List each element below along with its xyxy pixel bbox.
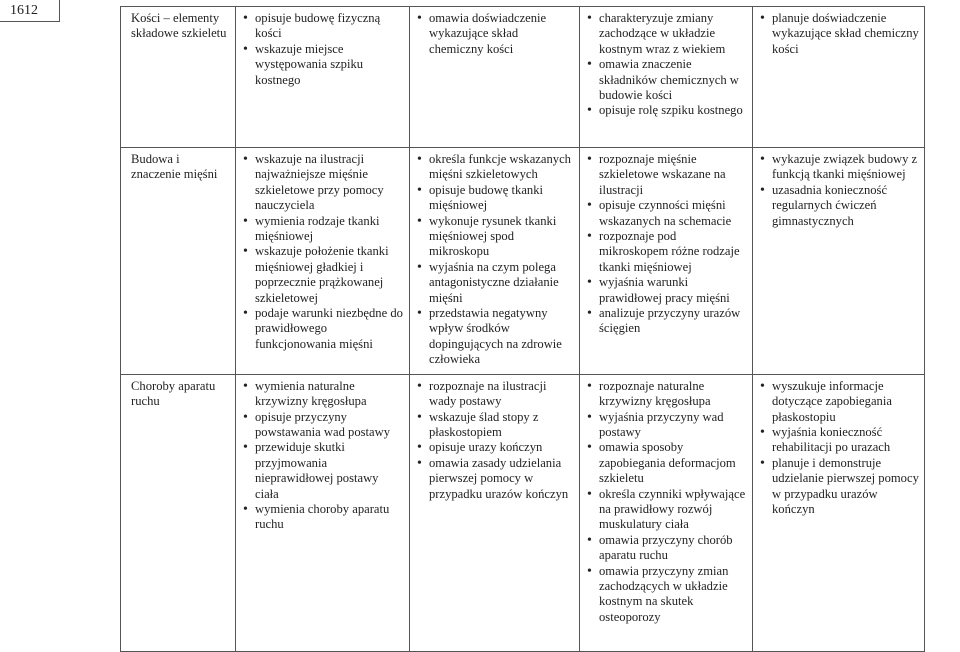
table-row: [121, 7, 958, 148]
list-item: • omawia przyczyny zmian zachodzących w układzie kostnym na skutek osteoporozy: [586, 564, 747, 626]
requirements-cell: [580, 7, 753, 148]
list-item: • opisuje budowę fizyczną kości: [242, 11, 404, 42]
requirements-cell: [410, 7, 580, 148]
list-item: • wyjaśnia konieczność rehabilitacji po urazach: [759, 425, 919, 456]
list-item: • wskazuje miejsce występowania szpiku kostnego: [242, 42, 404, 88]
topic-cell: Budowa i znaczenie mięśni: [121, 148, 236, 375]
list-item: • omawia sposoby zapobiegania deformacjom szkieletu: [586, 440, 747, 486]
list-item: • określa czynniki wpływające na prawidłowy rozwój muskulatury ciała: [586, 487, 747, 533]
list-item: • opisuje budowę tkanki mięśniowej: [416, 183, 574, 214]
requirements-list: [586, 152, 747, 337]
requirements-list: [242, 152, 404, 352]
list-item: • określa funkcje wskazanych mięśni szkieletowych: [416, 152, 574, 183]
list-item: • planuje doświadczenie wykazujące skład chemiczny kości: [759, 11, 919, 57]
list-item: • rozpoznaje pod mikroskopem różne rodzaje tkanki mięśniowej: [586, 229, 747, 275]
list-item: • wyszukuje informacje dotyczące zapobiegania płaskostopiu: [759, 379, 919, 425]
requirements-list: [759, 379, 919, 518]
table-row: [121, 148, 958, 375]
requirements-cell: [753, 7, 925, 148]
requirements-cell: [753, 148, 925, 375]
list-item: • wyjaśnia przyczyny wad postawy: [586, 410, 747, 441]
requirements-list: [416, 379, 574, 502]
list-item: • opisuje czynności mięśni wskazanych na schemacie: [586, 198, 747, 229]
requirements-list: [242, 11, 404, 88]
requirements-list: [586, 379, 747, 626]
page-number: 1612: [0, 0, 60, 22]
requirements-cell: [410, 148, 580, 375]
requirements-cell: [580, 374, 753, 651]
requirements-cell: [236, 7, 410, 148]
list-item: • wyjaśnia warunki prawidłowej pracy mięśni: [586, 275, 747, 306]
list-item: • omawia doświadczenie wykazujące skład chemiczny kości: [416, 11, 574, 57]
topic-cell: Kości – elementy składowe szkieletu: [121, 7, 236, 148]
requirements-list: [586, 11, 747, 119]
list-item: • omawia zasady udzielania pierwszej pomocy w przypadku urazów kończyn: [416, 456, 574, 502]
list-item: • wyjaśnia na czym polega antagonistyczne działanie mięśni: [416, 260, 574, 306]
requirements-cell: [236, 374, 410, 651]
requirements-list: [759, 152, 919, 229]
requirements-list: [759, 11, 919, 57]
topic-cell: Choroby aparatu ruchu: [121, 374, 236, 651]
list-item: • wymienia rodzaje tkanki mięśniowej: [242, 214, 404, 245]
requirements-table: [120, 6, 958, 652]
list-item: • rozpoznaje mięśnie szkieletowe wskazane na ilustracji: [586, 152, 747, 198]
list-item: • rozpoznaje naturalne krzywizny kręgosłupa: [586, 379, 747, 410]
list-item: • opisuje urazy kończyn: [416, 440, 574, 455]
list-item: • omawia przyczyny chorób aparatu ruchu: [586, 533, 747, 564]
table-row: [121, 374, 958, 651]
list-item: • podaje warunki niezbędne do prawidłowego funkcjonowania mięśni: [242, 306, 404, 352]
list-item: • planuje i demonstruje udzielanie pierwszej pomocy w przypadku urazów kończyn: [759, 456, 919, 518]
list-item: • przewiduje skutki przyjmowania nieprawidłowej postawy ciała: [242, 440, 404, 502]
list-item: • uzasadnia konieczność regularnych ćwiczeń gimnastycznych: [759, 183, 919, 229]
list-item: • opisuje rolę szpiku kostnego: [586, 103, 747, 118]
requirements-list: [242, 379, 404, 533]
requirements-list: [416, 11, 574, 57]
requirements-list: [416, 152, 574, 368]
list-item: • wykazuje związek budowy z funkcją tkanki mięśniowej: [759, 152, 919, 183]
list-item: • charakteryzuje zmiany zachodzące w układzie kostnym wraz z wiekiem: [586, 11, 747, 57]
list-item: • wskazuje położenie tkanki mięśniowej gładkiej i poprzecznie prążkowanej szkieletowej: [242, 244, 404, 306]
list-item: • wskazuje ślad stopy z płaskostopiem: [416, 410, 574, 441]
list-item: • rozpoznaje na ilustracji wady postawy: [416, 379, 574, 410]
list-item: • wymienia naturalne krzywizny kręgosłupa: [242, 379, 404, 410]
requirements-cell: [580, 148, 753, 375]
requirements-cell: [753, 374, 925, 651]
requirements-cell: [236, 148, 410, 375]
list-item: • omawia znaczenie składników chemicznych w budowie kości: [586, 57, 747, 103]
list-item: • wymienia choroby aparatu ruchu: [242, 502, 404, 533]
list-item: • opisuje przyczyny powstawania wad postawy: [242, 410, 404, 441]
list-item: • analizuje przyczyny urazów ścięgien: [586, 306, 747, 337]
list-item: • wskazuje na ilustracji najważniejsze mięśnie szkieletowe przy pomocy nauczyciela: [242, 152, 404, 214]
list-item: • wykonuje rysunek tkanki mięśniowej spod mikroskopu: [416, 214, 574, 260]
requirements-cell: [410, 374, 580, 651]
list-item: • przedstawia negatywny wpływ środków dopingujących na zdrowie człowieka: [416, 306, 574, 368]
